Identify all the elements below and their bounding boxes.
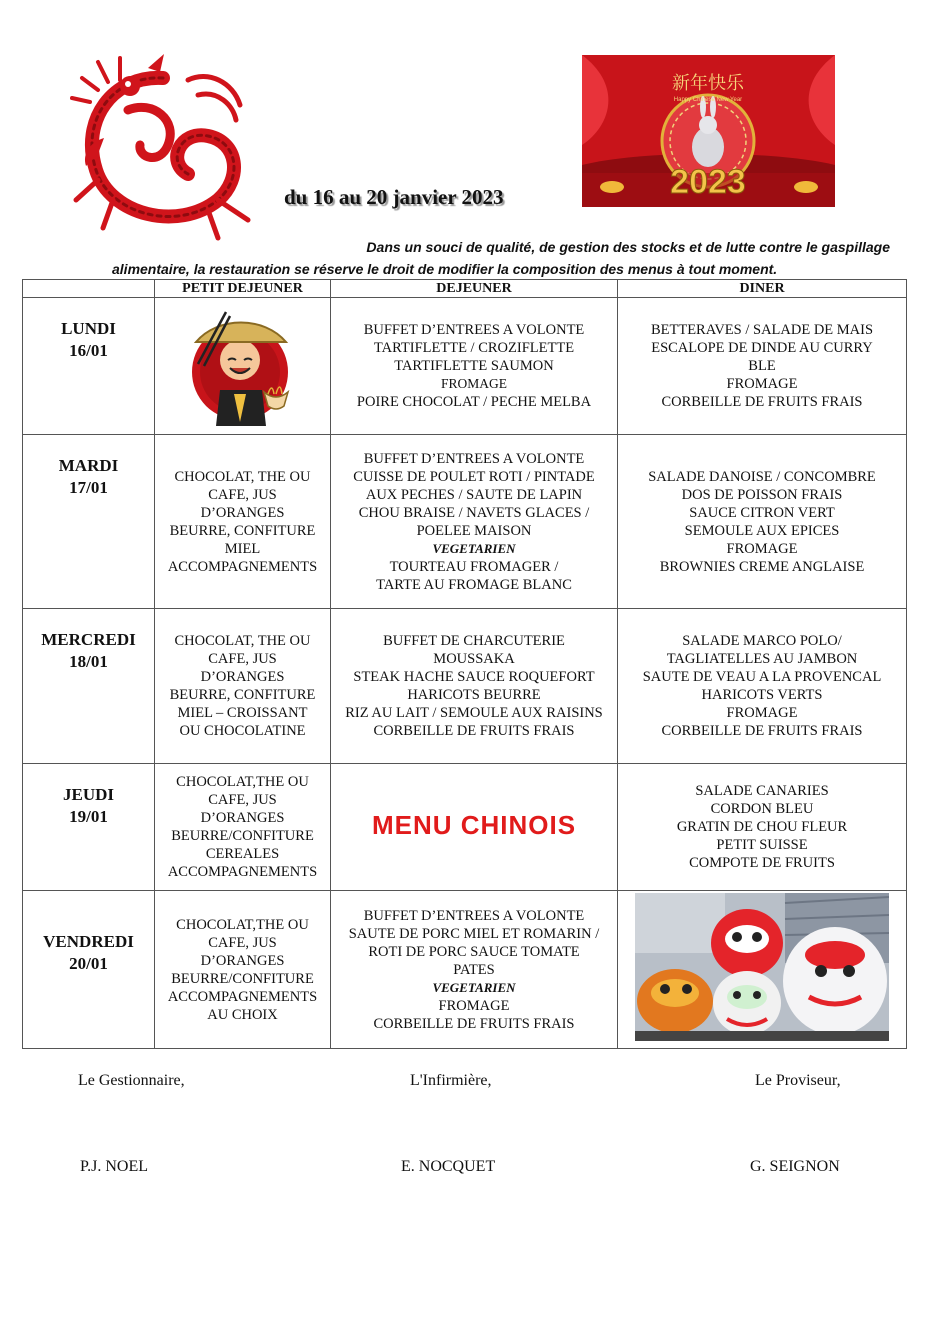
petit-dejeuner-cell <box>155 435 331 609</box>
petit-item: CHOCOLAT, THE OU <box>174 468 311 485</box>
petit-dejeuner-cell <box>155 764 331 891</box>
petit-item: CAFE, JUS <box>208 934 277 951</box>
vegetarien-label: VEGETARIEN <box>432 979 516 995</box>
diner-item: PETIT SUISSE <box>716 837 808 853</box>
signature-name-proviseur: G. SEIGNON <box>750 1158 840 1175</box>
day-row-mercredi <box>23 609 907 764</box>
diner-item: BLE <box>748 358 776 374</box>
petit-item: D’ORANGES <box>200 669 285 685</box>
day-cell <box>23 298 155 435</box>
petit-dejeuner-cell <box>155 891 331 1049</box>
dejeuner-item: POELEE MAISON <box>416 522 532 539</box>
dejeuner-item: SAUTE DE PORC MIEL ET ROMARIN / <box>348 925 600 942</box>
diner-cell <box>618 891 907 1049</box>
dejeuner-item: TARTIFLETTE SAUMON <box>394 358 554 374</box>
signature-role-proviseur: Le Proviseur, <box>755 1072 841 1089</box>
petit-item: D’ORANGES <box>200 504 285 521</box>
petit-item: CHOCOLAT,THE OU <box>176 916 309 933</box>
signature-name-infirmiere: E. NOCQUET <box>401 1158 496 1175</box>
notice-line-2: alimentaire, la restauration se réserve le droit de modifier la composition des menus à tout moment. <box>112 261 778 277</box>
dragon-illustration <box>68 50 258 242</box>
petit-item: CAFE, JUS <box>208 651 277 667</box>
day-name: LUNDI <box>61 319 116 338</box>
header-dejeuner: DEJEUNER <box>331 280 618 298</box>
petit-item: ACCOMPAGNEMENTS <box>167 558 318 575</box>
header-day <box>23 280 155 298</box>
header-petit-dejeuner: PETIT DEJEUNER <box>155 280 331 298</box>
dejeuner-item: AUX PECHES / SAUTE DE LAPIN <box>365 486 583 503</box>
petit-item: ACCOMPAGNEMENTS <box>167 988 318 1005</box>
dejeuner-item: CORBEILLE DE FRUITS FRAIS <box>373 723 575 739</box>
diner-item: FROMAGE <box>726 540 798 557</box>
day-cell <box>23 609 155 764</box>
dejeuner-item: ROTI DE PORC SAUCE TOMATE <box>368 943 580 960</box>
weekly-menu-table <box>22 279 907 1049</box>
petit-item: AU CHOIX <box>207 1006 278 1023</box>
header-diner: DINER <box>618 280 907 298</box>
petit-item: BEURRE, CONFITURE <box>169 522 316 539</box>
petit-item: MIEL <box>224 540 261 557</box>
signature-role-gestionnaire: Le Gestionnaire, <box>78 1072 185 1089</box>
diner-item: CORBEILLE DE FRUITS FRAIS <box>661 394 863 410</box>
signature-role-infirmiere: L'Infirmière, <box>410 1072 492 1089</box>
petit-dejeuner-cell <box>155 298 331 435</box>
petit-item: OU CHOCOLATINE <box>179 723 306 739</box>
petit-item: BEURRE/CONFITURE <box>171 828 314 844</box>
banner-year: 2023 <box>670 163 746 201</box>
diner-cell <box>618 764 907 891</box>
petit-item: CHOCOLAT,THE OU <box>176 774 309 790</box>
dejeuner-item: BUFFET D’ENTREES A VOLONTE <box>363 322 585 338</box>
diner-item: GRATIN DE CHOU FLEUR <box>676 819 848 835</box>
day-cell <box>23 435 155 609</box>
day-name: JEUDI <box>62 785 114 804</box>
notice-text <box>100 236 890 280</box>
dejeuner-item: TOURTEAU FROMAGER / <box>389 558 559 575</box>
banner-en-text: Happy Chinese New Year <box>673 97 743 103</box>
petit-item: CAFE, JUS <box>208 792 277 808</box>
dejeuner-cell <box>331 764 618 891</box>
diner-item: SALADE CANARIES <box>695 783 829 799</box>
day-row-jeudi <box>23 764 907 891</box>
menu-chinois-label: MENU CHINOIS <box>371 809 577 840</box>
day-row-lundi <box>23 298 907 435</box>
day-date: 18/01 <box>69 652 108 671</box>
dejeuner-item: CUISSE DE POULET ROTI / PINTADE <box>353 468 595 485</box>
diner-item: CORDON BLEU <box>710 801 814 817</box>
header-row <box>23 280 907 298</box>
diner-item: HARICOTS VERTS <box>701 687 823 703</box>
day-date: 20/01 <box>69 954 108 973</box>
day-name: MARDI <box>58 456 119 475</box>
signature-name-gestionnaire: P.J. NOEL <box>80 1158 149 1175</box>
lion-dance-photo <box>635 893 889 1041</box>
day-row-vendredi <box>23 891 907 1049</box>
dejeuner-cell <box>331 435 618 609</box>
vegetarien-label: VEGETARIEN <box>432 540 516 556</box>
chinese-chef-illustration <box>168 302 318 426</box>
petit-item: CEREALES <box>205 846 280 862</box>
diner-item: SAUCE CITRON VERT <box>689 504 835 521</box>
chinese-new-year-banner <box>582 55 835 207</box>
diner-item: ESCALOPE DE DINDE AU CURRY <box>651 340 873 356</box>
diner-item: SEMOULE AUX EPICES <box>684 522 840 539</box>
dejeuner-item: TARTIFLETTE / CROZIFLETTE <box>373 340 575 356</box>
day-row-mardi <box>23 435 907 609</box>
petit-item: CAFE, JUS <box>208 486 277 503</box>
dejeuner-item: HARICOTS BEURRE <box>407 687 541 703</box>
dejeuner-item: CORBEILLE DE FRUITS FRAIS <box>373 1015 575 1032</box>
dejeuner-item: PATES <box>453 961 495 978</box>
dejeuner-cell <box>331 609 618 764</box>
petit-item: BEURRE, CONFITURE <box>169 687 316 703</box>
dejeuner-item: TARTE AU FROMAGE BLANC <box>376 576 572 593</box>
day-name: MERCREDI <box>41 630 136 649</box>
dejeuner-cell <box>331 298 618 435</box>
petit-item: BEURRE/CONFITURE <box>171 970 314 987</box>
dejeuner-item: BUFFET D’ENTREES A VOLONTE <box>363 907 585 924</box>
dejeuner-item: RIZ AU LAIT / SEMOULE AUX RAISINS <box>345 705 603 721</box>
diner-item: SAUTE DE VEAU A LA PROVENCAL <box>642 669 882 685</box>
petit-item: D’ORANGES <box>200 810 285 826</box>
diner-item: DOS DE POISSON FRAIS <box>681 486 843 503</box>
diner-item: COMPOTE DE FRUITS <box>689 855 835 871</box>
diner-cell <box>618 609 907 764</box>
day-date: 17/01 <box>69 478 108 497</box>
dejeuner-cell <box>331 891 618 1049</box>
diner-item: BROWNIES CREME ANGLAISE <box>659 558 865 575</box>
diner-item: SALADE DANOISE / CONCOMBRE <box>648 468 876 485</box>
petit-item: D’ORANGES <box>200 952 285 969</box>
diner-cell <box>618 298 907 435</box>
dejeuner-item: FROMAGE <box>438 997 510 1014</box>
diner-item: FROMAGE <box>726 376 798 392</box>
notice-line-1: Dans un souci de qualité, de gestion des stocks et de lutte contre le gaspillage <box>366 239 890 255</box>
petit-item: CHOCOLAT, THE OU <box>174 633 311 649</box>
diner-item: SALADE MARCO POLO/ <box>682 633 842 649</box>
diner-cell <box>618 435 907 609</box>
petit-item: ACCOMPAGNEMENTS <box>167 864 318 880</box>
petit-dejeuner-cell <box>155 609 331 764</box>
diner-item: FROMAGE <box>726 705 798 721</box>
diner-item: BETTERAVES / SALADE DE MAIS <box>650 322 874 338</box>
dejeuner-item: POIRE CHOCOLAT / PECHE MELBA <box>356 394 592 410</box>
day-date: 19/01 <box>69 807 108 826</box>
dejeuner-item: MOUSSAKA <box>433 651 515 667</box>
dejeuner-item: BUFFET DE CHARCUTERIE <box>383 633 565 649</box>
dejeuner-item: CHOU BRAISE / NAVETS GLACES / <box>358 504 590 521</box>
dejeuner-item: FROMAGE <box>440 376 507 391</box>
banner-cn-text: 新年快乐 <box>672 73 744 94</box>
day-date: 16/01 <box>69 341 108 360</box>
menu-title: du 16 au 20 janvier 2023 <box>284 185 504 209</box>
day-cell <box>23 764 155 891</box>
dejeuner-item: BUFFET D’ENTREES A VOLONTE <box>363 450 585 467</box>
day-cell <box>23 891 155 1049</box>
petit-item: MIEL – CROISSANT <box>177 705 308 721</box>
diner-item: CORBEILLE DE FRUITS FRAIS <box>661 723 863 739</box>
diner-item: TAGLIATELLES AU JAMBON <box>666 651 858 667</box>
dejeuner-item: STEAK HACHE SAUCE ROQUEFORT <box>353 669 595 685</box>
day-name: VENDREDI <box>43 932 134 951</box>
